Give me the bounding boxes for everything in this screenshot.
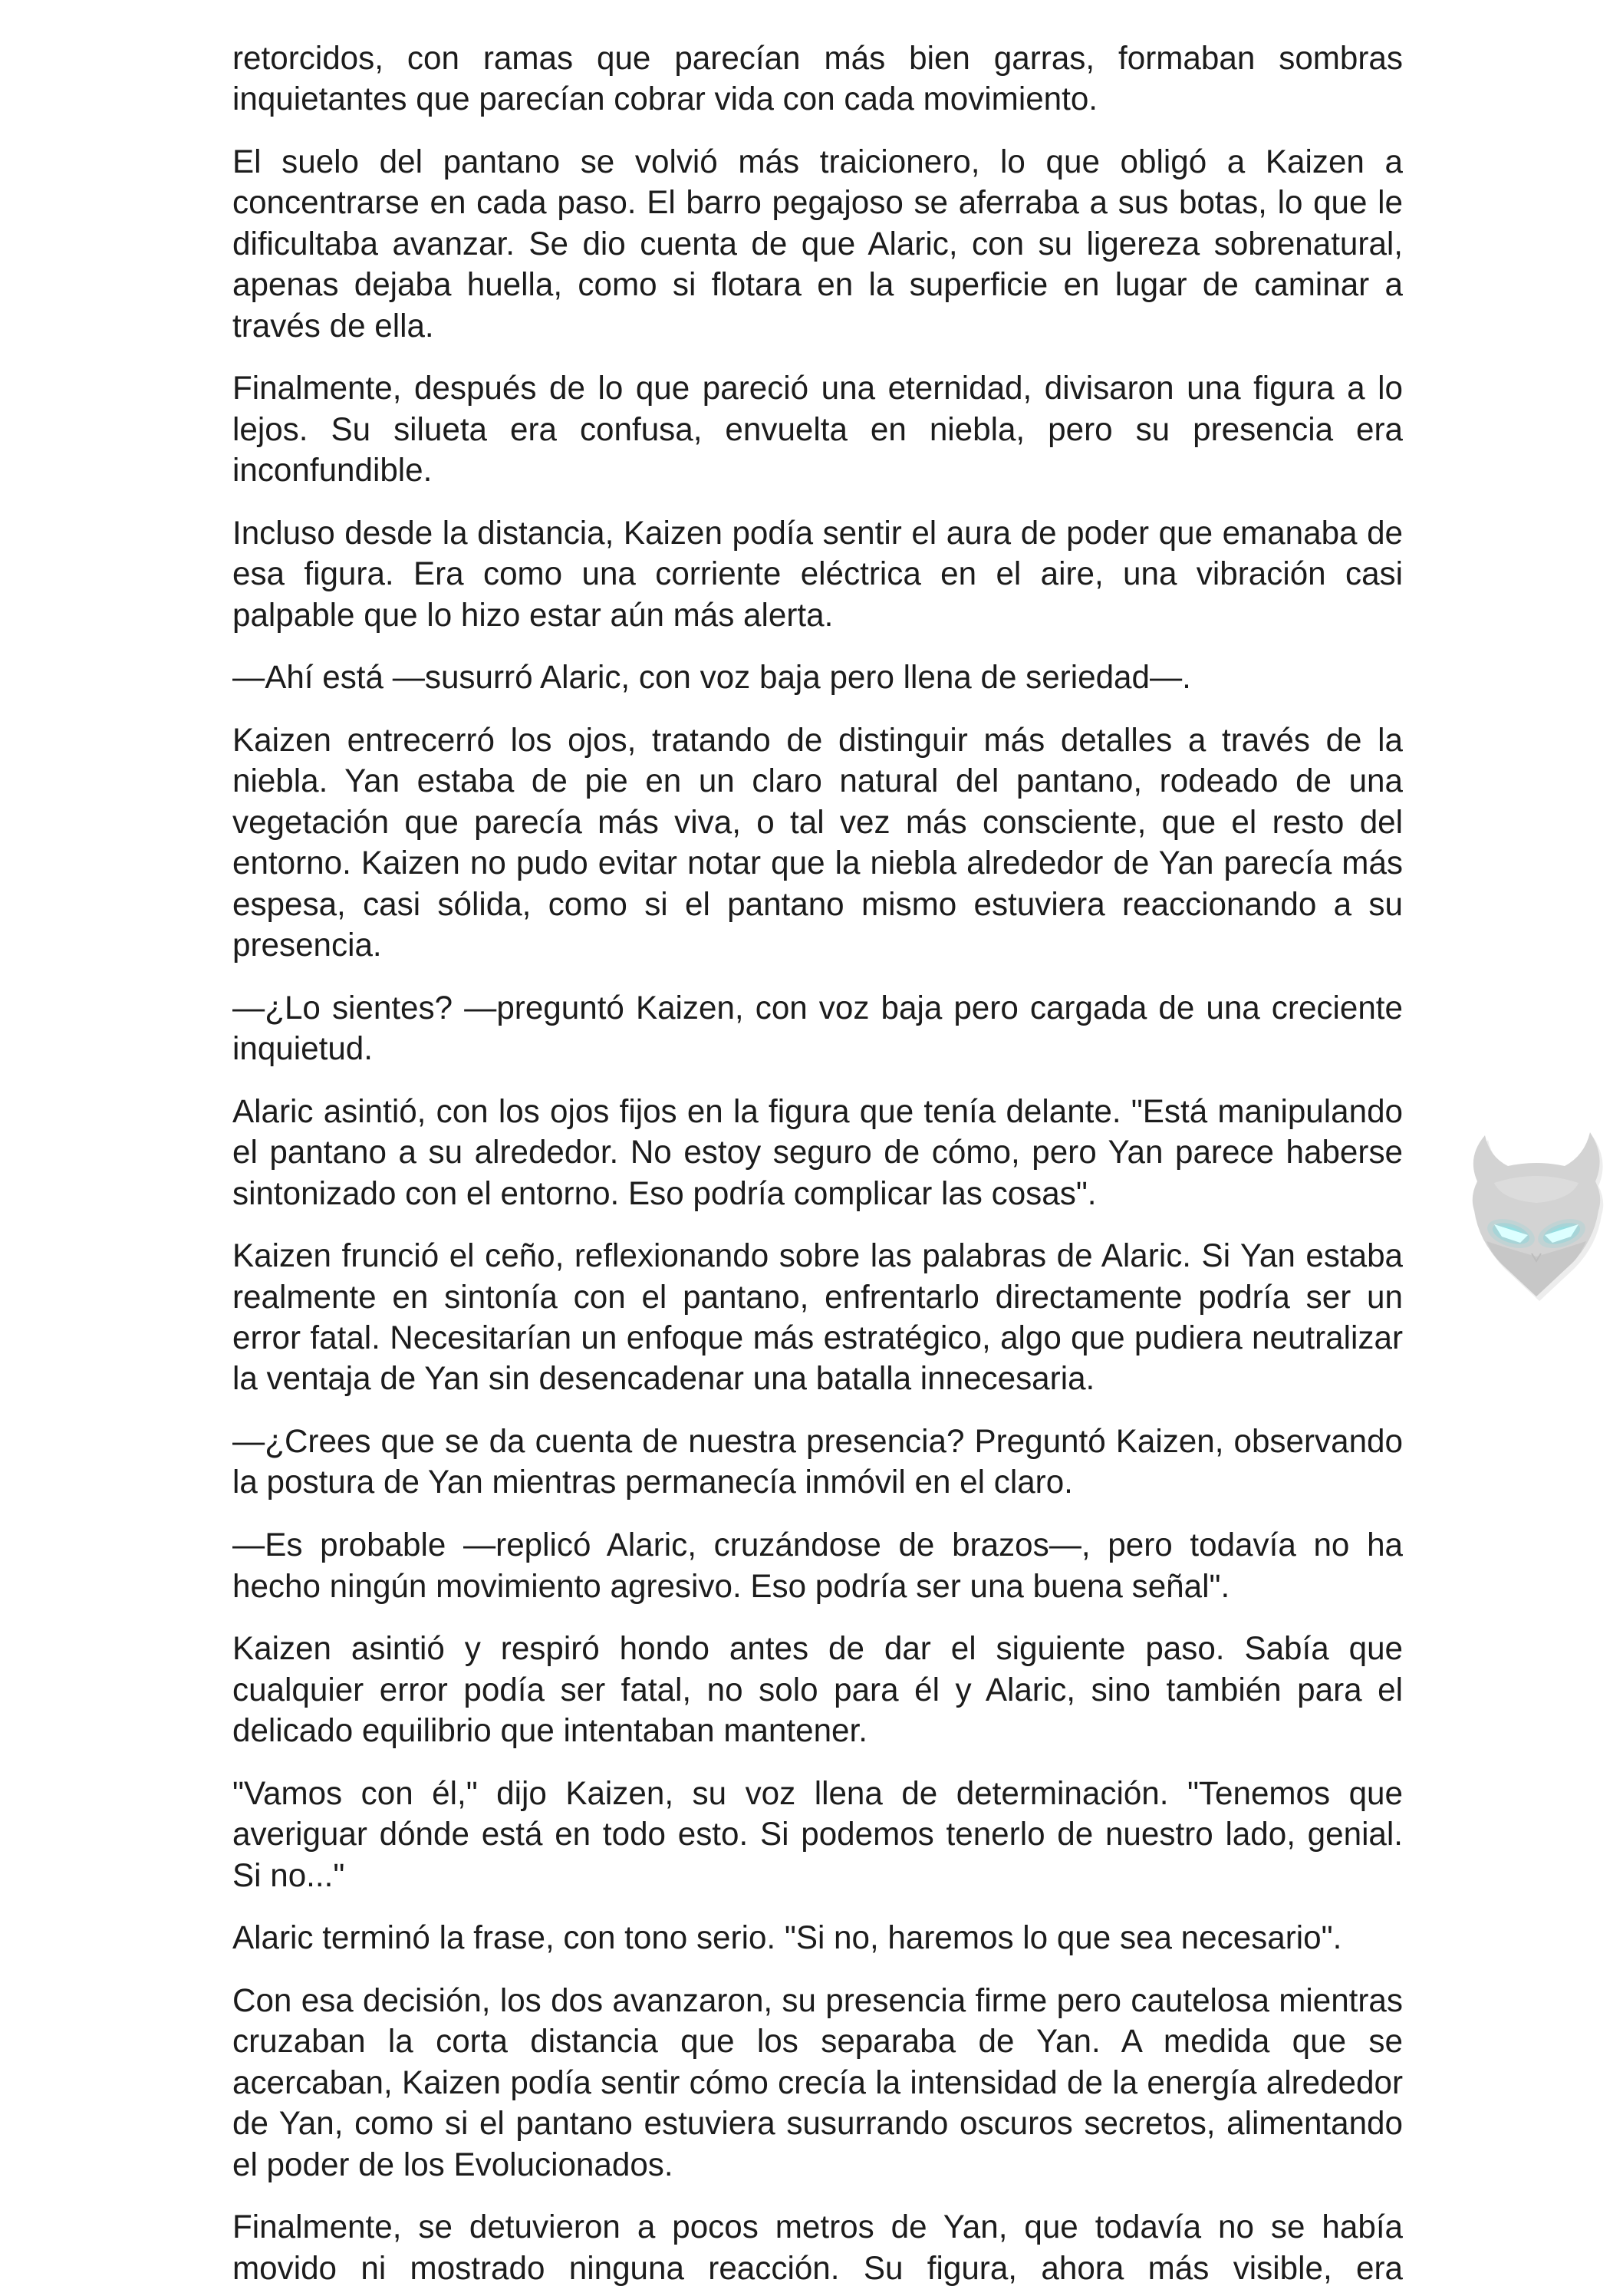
watermark-logo [1463,1126,1609,1303]
text-line: inquietud. [232,1030,373,1067]
text-line: de Yan, como si el pantano estuviera susurrando oscuros secretos, alimentando [232,2105,1403,2142]
text-line: espesa, casi sólida, como si el pantano mismo estuviera reaccionando a su [232,885,1403,922]
text-line: —Ahí está —susurró Alaric, con voz baja pero llena de seriedad—. [232,659,1191,696]
text-line: Kaizen asintió y respiró hondo antes de dar el siguiente paso. Sabía que [232,1630,1403,1667]
text-line: averiguar dónde está en todo esto. Si podemos tenerlo de nuestro lado, genial. [232,1816,1403,1853]
text-line: palpable que lo hizo estar aún más alerta. [232,596,834,633]
text-line: entorno. Kaizen no pudo evitar notar que la niebla alrededor de Yan parecía más [232,845,1403,881]
devil-head-icon [1463,1126,1609,1303]
text-line: niebla. Yan estaba de pie en un claro natural del pantano, rodeado de una [232,763,1403,799]
text-line: Kaizen entrecerró los ojos, tratando de distinguir más detalles a través de la [232,722,1403,759]
paragraph [232,512,1403,635]
text-line: Si no..." [232,1856,345,1893]
text-line: error fatal. Necesitarían un enfoque más estratégico, algo que pudiera neutralizar [232,1319,1403,1356]
text-line: —¿Crees que se da cuenta de nuestra presencia? Preguntó Kaizen, observando [232,1423,1403,1460]
paragraph [232,141,1403,346]
text-line: apenas dejaba huella, como si flotara en la superficie en lugar de caminar a [232,266,1403,303]
paragraph [232,1773,1403,1896]
text-line: la ventaja de Yan sin desencadenar una batalla innecesaria. [232,1360,1095,1397]
paragraph [232,2206,1403,2288]
text-line: "Vamos con él," dijo Kaizen, su voz llena de determinación. "Tenemos que [232,1774,1403,1811]
text-line: dificultaba avanzar. Se dio cuenta de que Alaric, con su ligereza sobrenatural, [232,225,1403,262]
paragraph [232,720,1403,965]
text-line: la postura de Yan mientras permanecía inmóvil en el claro. [232,1464,1073,1500]
text-line: Alaric asintió, con los ojos fijos en la figura que tenía delante. "Está manipulando [232,1092,1403,1129]
text-line: cualquier error podía ser fatal, no solo para él y Alaric, sino también para el [232,1671,1403,1708]
document-body [232,38,1403,2288]
text-line: retorcidos, con ramas que parecían más bien garras, formaban sombras [232,40,1403,76]
paragraph [232,657,1403,697]
text-line: movido ni mostrado ninguna reacción. Su figura, ahora más visible, era [232,2249,1403,2286]
text-line: El suelo del pantano se volvió más traicionero, lo que obligó a Kaizen a [232,143,1403,180]
text-line: el poder de los Evolucionados. [232,2146,673,2182]
text-line: —¿Lo sientes? —preguntó Kaizen, con voz baja pero cargada de una creciente [232,989,1403,1026]
paragraph [232,1091,1403,1214]
text-line: vegetación que parecía más viva, o tal vez más consciente, que el resto del [232,803,1403,840]
text-line: concentrarse en cada paso. El barro pegajoso se aferraba a sus botas, lo que le [232,184,1403,221]
paragraph [232,1628,1403,1751]
text-line: cruzaban la corta distancia que los separaba de Yan. A medida que se [232,2023,1403,2060]
text-line: inquietantes que parecían cobrar vida con cada movimiento. [232,81,1098,117]
paragraph [232,1421,1403,1503]
text-line: —Es probable —replicó Alaric, cruzándose de brazos—, pero todavía no ha [232,1527,1403,1563]
paragraph [232,1524,1403,1606]
text-line: presencia. [232,926,382,963]
text-line: Finalmente, después de lo que pareció una eternidad, divisaron una figura a lo [232,370,1403,407]
paragraph [232,1235,1403,1399]
text-line: esa figura. Era como una corriente eléctrica en el aire, una vibración casi [232,555,1403,592]
text-line: sintonizado con el entorno. Eso podría complicar las cosas". [232,1174,1097,1211]
paragraph [232,1917,1403,1958]
paragraph [232,38,1403,120]
paragraph [232,367,1403,490]
text-line: hecho ningún movimiento agresivo. Eso podría ser una buena señal". [232,1567,1230,1604]
text-line: través de ella. [232,307,434,344]
paragraph [232,1980,1403,2185]
paragraph [232,987,1403,1069]
text-line: Alaric terminó la frase, con tono serio. "Si no, haremos lo que sea necesario". [232,1919,1342,1956]
text-line: Con esa decisión, los dos avanzaron, su presencia firme pero cautelosa mientras [232,1982,1403,2019]
text-line: delicado equilibrio que intentaban mantener. [232,1712,867,1749]
text-line: Kaizen frunció el ceño, reflexionando sobre las palabras de Alaric. Si Yan estaba [232,1237,1403,1274]
text-line: lejos. Su silueta era confusa, envuelta en niebla, pero su presencia era [232,410,1403,447]
text-line: Incluso desde la distancia, Kaizen podía sentir el aura de poder que emanaba de [232,514,1403,551]
text-line: inconfundible. [232,452,433,489]
text-line: acercaban, Kaizen podía sentir cómo crecía la intensidad de la energía alrededor [232,2064,1403,2100]
text-line: realmente en sintonía con el pantano, enfrentarlo directamente podría ser un [232,1278,1403,1315]
text-line: Finalmente, se detuvieron a pocos metros de Yan, que todavía no se había [232,2209,1403,2245]
text-line: el pantano a su alrededor. No estoy seguro de cómo, pero Yan parece haberse [232,1134,1403,1171]
